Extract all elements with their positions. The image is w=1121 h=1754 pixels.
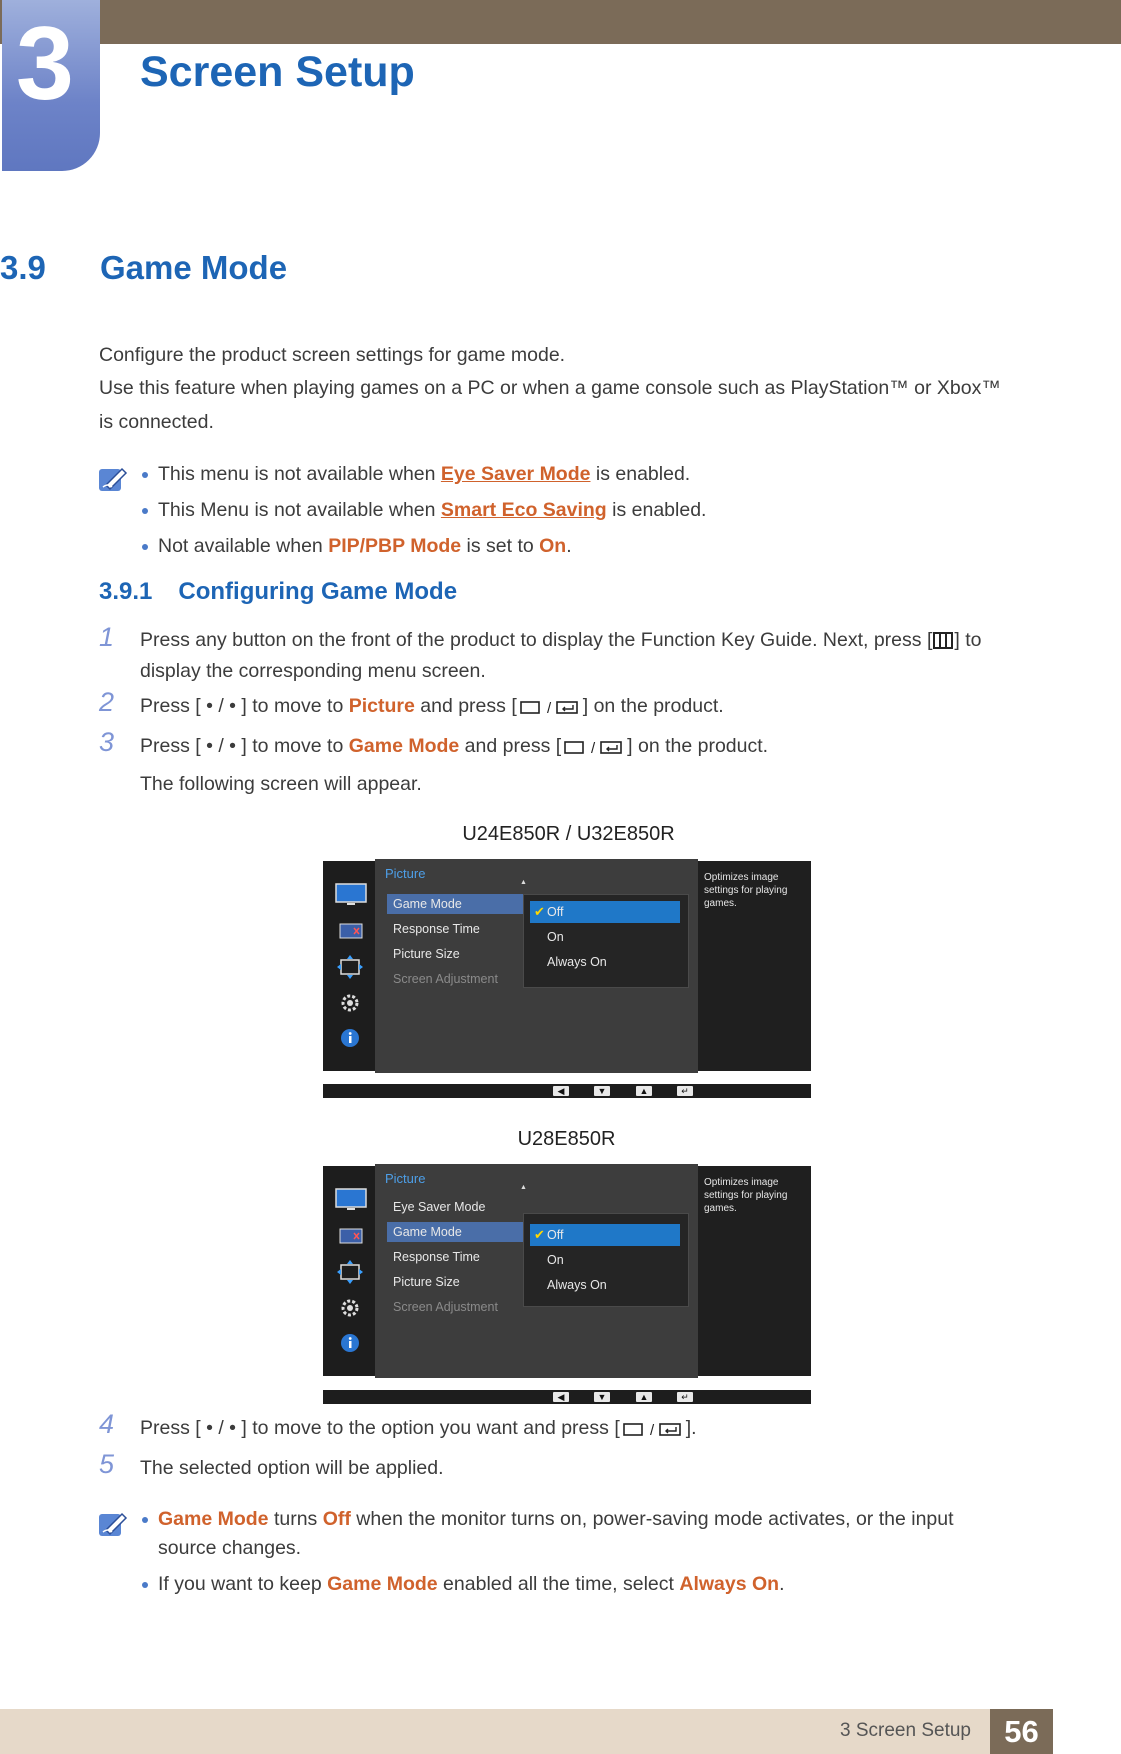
left-key[interactable]: ◀ (553, 1086, 569, 1096)
note-icon (98, 1510, 128, 1538)
svg-text:/: / (546, 699, 551, 717)
osd-option[interactable]: Always On (547, 955, 607, 969)
page-footer (0, 1709, 1053, 1754)
osd-menu-title: Picture (385, 866, 426, 881)
chapter-number: 3 (16, 6, 74, 122)
color-icon (339, 923, 363, 939)
osd-screen-1 (323, 859, 811, 1099)
source-enter-key-icon (620, 1419, 686, 1439)
monitor-picture-icon (335, 1188, 367, 1212)
osd-screen-2 (323, 1164, 811, 1404)
step-number: 4 (99, 1409, 115, 1439)
monitor-picture-icon (335, 883, 367, 907)
osd-menu-title: Picture (385, 1171, 426, 1186)
gear-icon (339, 992, 361, 1014)
up-key[interactable]: ▲ (636, 1086, 652, 1096)
osd-option[interactable]: Always On (547, 1278, 607, 1292)
step-note: The following screen will appear. (140, 773, 422, 795)
step-text: Press [ • / • ] to move to the option you want and press [ / ]. (140, 1417, 697, 1439)
osd-icon-column (323, 861, 375, 1071)
step-text: Press any button on the front of the product to display the Function Key Guide. Next, press [ ] to (140, 629, 982, 651)
osd-key-guide (323, 1390, 811, 1404)
intro-line-3: is connected. (99, 411, 214, 433)
note-item: This Menu is not available when Smart Eco Saving is enabled. (158, 499, 707, 521)
smart-eco-saving-link[interactable]: Smart Eco Saving (440, 499, 607, 521)
note-item-cont: source changes. (158, 1537, 302, 1559)
osd-menu-item[interactable]: Game Mode (387, 894, 524, 914)
step-number: 2 (99, 687, 115, 717)
osd-description-panel (698, 861, 811, 1071)
step-number: 3 (99, 727, 115, 757)
section-title: Game Mode (100, 249, 288, 286)
osd-submenu (523, 1213, 689, 1307)
section-heading (0, 249, 288, 287)
source-enter-key-icon (561, 737, 627, 757)
footer-label: 3 Screen Setup (840, 1720, 971, 1741)
down-key[interactable]: ▼ (594, 1392, 610, 1402)
osd-menu-item[interactable]: Game Mode (387, 1222, 524, 1242)
osd-option[interactable]: On (547, 1253, 564, 1267)
osd-menu-item[interactable]: Screen Adjustment (393, 972, 498, 986)
enter-key[interactable]: ↵ (677, 1392, 693, 1402)
down-key[interactable]: ▼ (594, 1086, 610, 1096)
osd-menu-item[interactable]: Picture Size (393, 947, 460, 961)
info-icon (340, 1028, 360, 1048)
chapter-title: Screen Setup (140, 48, 415, 96)
up-key[interactable]: ▲ (636, 1392, 652, 1402)
step-text: Press [ • / • ] to move to Game Mode and press [ / ] on the product. (140, 735, 769, 757)
osd-caption: U24E850R / U32E850R (462, 823, 675, 845)
step-number: 1 (99, 622, 115, 652)
intro-line-2: Use this feature when playing games on a PC or when a game console such as PlayStation™ or Xbox™ (99, 377, 1001, 399)
step-text: Press [ • / • ] to move to Picture and press [ / ] on the product. (140, 695, 724, 717)
gear-icon (339, 1297, 361, 1319)
color-icon (339, 1228, 363, 1244)
osd-key-guide (323, 1084, 811, 1098)
note-item: Not available when PIP/PBP Mode is set to On. (158, 535, 572, 557)
svg-text:/: / (591, 739, 596, 757)
size-position-icon (337, 955, 363, 979)
osd-option[interactable]: ✔ Off (530, 901, 680, 923)
source-enter-key-icon (517, 697, 583, 717)
osd-option[interactable]: On (547, 930, 564, 944)
menu-key-icon (932, 631, 954, 651)
note-item: If you want to keep Game Mode enabled all the time, select Always On. (158, 1573, 785, 1595)
svg-text:/: / (649, 1421, 654, 1439)
osd-description: Optimizes image settings for playing games. (704, 872, 788, 909)
check-icon: ✔ (534, 1227, 545, 1242)
note-item: This menu is not available when Eye Saver Mode is enabled. (158, 463, 691, 485)
scroll-up-icon: ▲ (520, 1184, 527, 1191)
osd-caption: U28E850R (517, 1128, 616, 1150)
note-icon (98, 465, 128, 493)
osd-menu-item[interactable]: Eye Saver Mode (393, 1200, 486, 1214)
eye-saver-mode-link[interactable]: Eye Saver Mode (440, 463, 591, 485)
page-number: 56 (990, 1709, 1053, 1754)
chapter-number-tab (2, 0, 100, 171)
section-number: 3.9 (0, 249, 46, 286)
scroll-up-icon: ▲ (520, 879, 527, 886)
left-key[interactable]: ◀ (553, 1392, 569, 1402)
osd-option[interactable]: ✔ Off (530, 1224, 680, 1246)
osd-icon-column (323, 1166, 375, 1376)
osd-menu-item[interactable]: Picture Size (393, 1275, 460, 1289)
subsection-heading: 3.9.1 Configuring Game Mode (99, 578, 458, 605)
size-position-icon (337, 1260, 363, 1284)
osd-menu-item[interactable]: Response Time (393, 1250, 480, 1264)
osd-submenu (523, 894, 689, 988)
intro-line-1: Configure the product screen settings for game mode. (99, 344, 566, 366)
header-bar (0, 0, 1121, 44)
note-item: Game Mode turns Off when the monitor turns on, power-saving mode activates, or the input (158, 1508, 954, 1530)
step-number: 5 (99, 1449, 115, 1479)
osd-menu-item[interactable]: Screen Adjustment (393, 1300, 498, 1314)
info-icon (340, 1333, 360, 1353)
step-text: The selected option will be applied. (140, 1457, 444, 1479)
step-text-cont: display the corresponding menu screen. (140, 660, 486, 682)
osd-menu-item[interactable]: Response Time (393, 922, 480, 936)
enter-key[interactable]: ↵ (677, 1086, 693, 1096)
check-icon: ✔ (534, 904, 545, 919)
osd-description-panel (698, 1166, 811, 1376)
osd-description: Optimizes image settings for playing games. (704, 1177, 788, 1214)
